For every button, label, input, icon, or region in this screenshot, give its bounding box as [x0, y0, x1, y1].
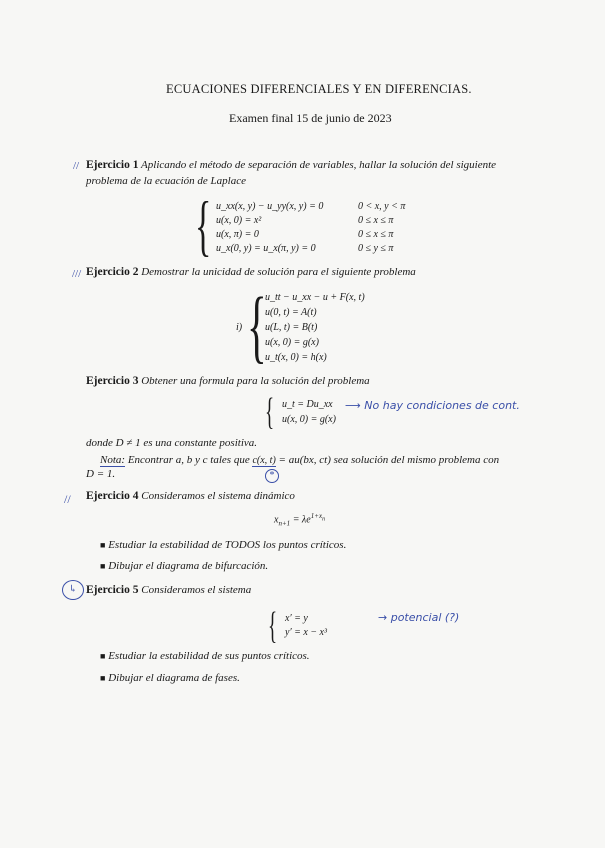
- ex3-handwritten-text: No hay condiciones de cont.: [364, 399, 520, 412]
- ex5-bullet-1-text: Estudiar la estabilidad de sus puntos críticos.: [108, 650, 310, 662]
- ex3-note-line1: [100, 454, 499, 466]
- ex1-brace: {: [195, 187, 212, 263]
- ex5-handwritten-note: → potencial (?): [378, 611, 460, 624]
- ex2-eq-4: u(x, 0) = g(x): [265, 337, 319, 348]
- ex2-eq-2: u(0, t) = A(t): [265, 307, 317, 318]
- exam-title: ECUACIONES DIFERENCIALES Y EN DIFERENCIAS.: [166, 82, 472, 96]
- ex5-eq-2: y′ = x − x³: [285, 627, 327, 638]
- ex4-line: [86, 490, 295, 502]
- exam-date: Examen final 15 de junio de 2023: [229, 111, 392, 125]
- ex1-line1: [86, 159, 496, 171]
- ex4-bullet-2: [100, 560, 268, 572]
- ex5-label: Ejercicio 5: [86, 584, 139, 596]
- ex3-note-math: c(x, t): [252, 455, 276, 466]
- ex4-text: Consideramos el sistema dinámico: [141, 490, 295, 502]
- ex3-text: Obtener una formula para la solución del problema: [141, 375, 370, 387]
- ex3-note-line2: D = 1.: [86, 468, 116, 480]
- ex3-line: [86, 375, 370, 387]
- ex3-eq-2: u(x, 0) = g(x): [282, 414, 336, 425]
- ex2-eq-3: u(L, t) = B(t): [265, 322, 318, 333]
- ex2-label: Ejercicio 2: [86, 266, 139, 278]
- ex1-cond-1: 0 < x, y < π: [358, 201, 406, 212]
- ex1-eq-4: u_x(0, y) = u_x(π, y) = 0: [216, 243, 316, 254]
- ex3-note-text-a: Encontrar a, b y c tales que: [127, 454, 250, 466]
- ex1-text-line2: problema de la ecuación de Laplace: [86, 175, 246, 187]
- circled-arrow-icon: ↳: [62, 580, 84, 600]
- ex3-after: donde D ≠ 1 es una constante positiva.: [86, 437, 258, 449]
- ex5-brace: {: [268, 605, 278, 647]
- arrow-right-icon: ⟶: [345, 399, 361, 412]
- ex4-label: Ejercicio 4: [86, 490, 139, 502]
- ex2-prefix: i): [236, 322, 243, 333]
- ex4-eq: $x_{n+1} = \lambda e^{1+x_n}$: [274, 512, 325, 528]
- ex3-note-text-b: = au(bx, ct) sea solución del mismo problema con: [278, 454, 500, 466]
- ex1-label: Ejercicio 1: [86, 159, 139, 171]
- ex1-eq-1: u_xx(x, y) − u_yy(x, y) = 0: [216, 201, 324, 212]
- ex1-text-line1: Aplicando el método de separación de variables, hallar la solución del siguiente: [141, 159, 497, 171]
- pencil-mark-icon: ///: [72, 268, 82, 280]
- ex3-eq-1: u_t = Du_xx: [282, 399, 333, 410]
- ex1-eq-2: u(x, 0) = x²: [216, 215, 262, 226]
- ex1-eq-3: u(x, π) = 0: [216, 229, 259, 240]
- ex5-bullet-2: [100, 672, 240, 684]
- pencil-mark-icon: //: [73, 160, 80, 172]
- ex2-eq-5: u_t(x, 0) = h(x): [265, 352, 327, 363]
- ex3-note-label: Nota:: [100, 454, 126, 466]
- ex3-label: Ejercicio 3: [86, 375, 139, 387]
- ex2-brace: {: [247, 280, 267, 371]
- ex3-handwritten-note: [345, 399, 520, 412]
- pencil-mark-icon: //: [64, 492, 71, 506]
- ex5-eq-1: x′ = y: [285, 613, 308, 624]
- ex1-cond-4: 0 ≤ y ≤ π: [358, 243, 394, 254]
- ex2-line: [86, 266, 416, 278]
- ex5-bullet-2-text: Dibujar el diagrama de fases.: [108, 672, 240, 684]
- circled-star-icon: *: [265, 469, 279, 483]
- ex2-eq-1: u_tt − u_xx − u + F(x, t): [265, 292, 365, 303]
- bullet-icon: ■: [100, 561, 106, 571]
- ex4-bullet-1: [100, 539, 346, 551]
- ex4-bullet-1-text: Estudiar la estabilidad de TODOS los puntos críticos.: [108, 539, 347, 551]
- bullet-icon: ■: [100, 651, 106, 661]
- ex2-text: Demostrar la unicidad de solución para el siguiente problema: [141, 266, 416, 278]
- bullet-icon: ■: [100, 673, 106, 683]
- ex5-text: Consideramos el sistema: [141, 584, 252, 596]
- ex3-brace: {: [265, 391, 275, 433]
- ex5-bullet-1: [100, 650, 310, 662]
- bullet-icon: ■: [100, 540, 106, 550]
- ex1-cond-2: 0 ≤ x ≤ π: [358, 215, 394, 226]
- ex1-cond-3: 0 ≤ x ≤ π: [358, 229, 394, 240]
- ex4-bullet-2-text: Dibujar el diagrama de bifurcación.: [108, 560, 269, 572]
- ex5-line: [86, 584, 251, 596]
